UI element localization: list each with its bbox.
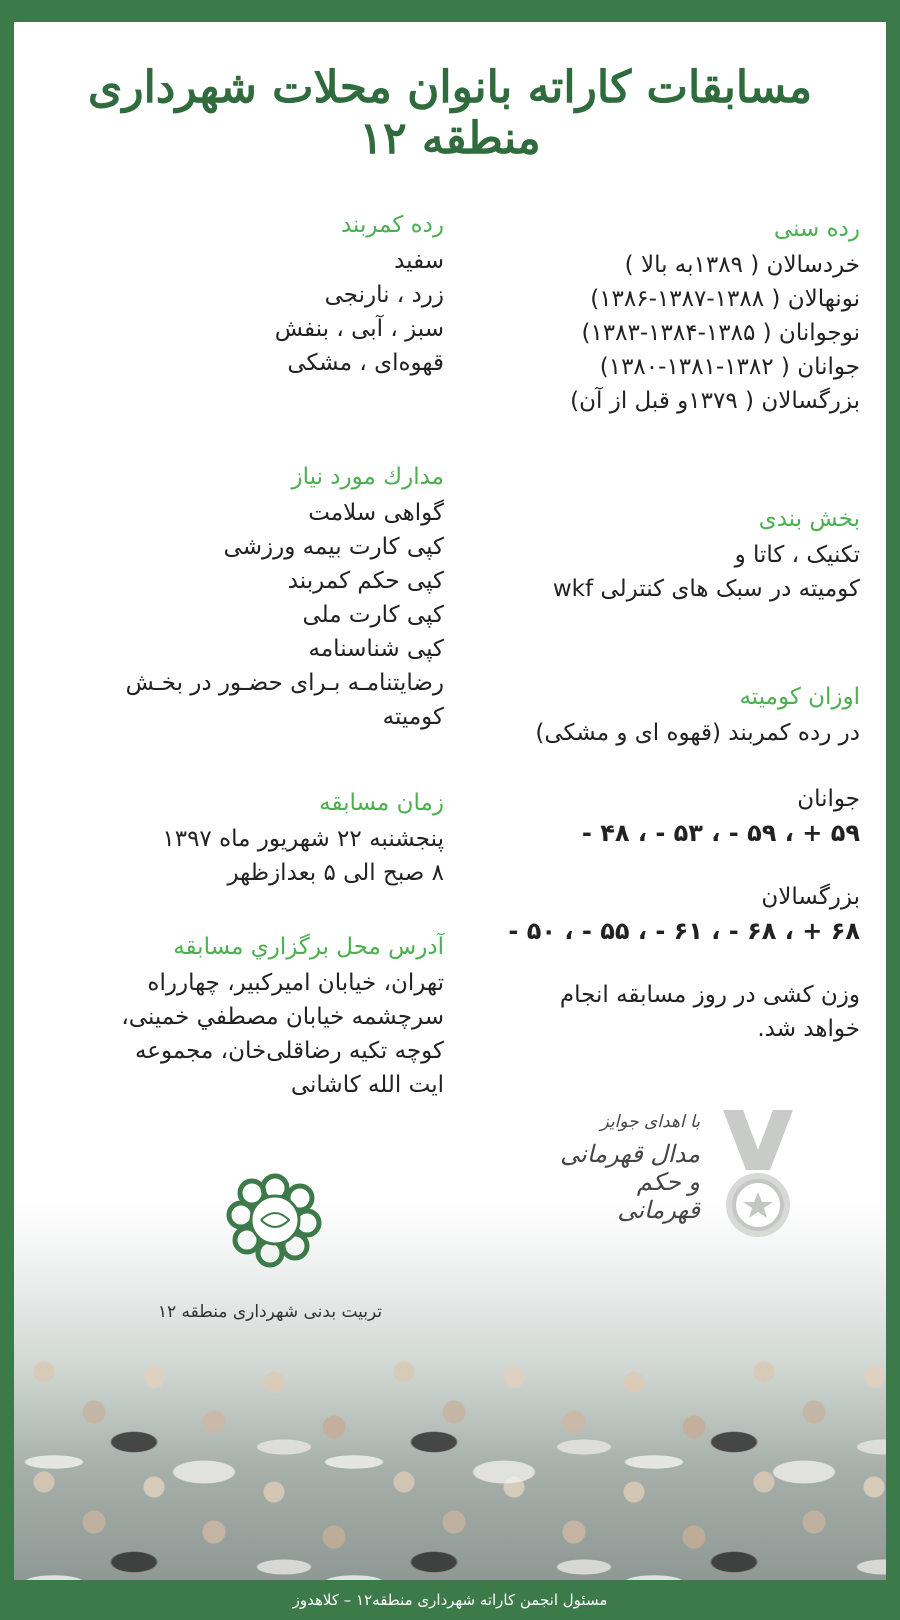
adult-label: بزرگسالان [761, 884, 860, 910]
age-item: بزرگسالان ( ۱۳۷۹و قبل از آن) [570, 388, 860, 414]
prize-line: و حکم قهرمانی [617, 1168, 700, 1224]
docs-item: کومیته [382, 704, 444, 730]
belt-item: زرد ، نارنجی [324, 282, 444, 308]
youth-label: جوانان [797, 786, 860, 812]
docs-item: کپی کارت بیمه ورزشی [223, 534, 444, 560]
footer-bar: مسئول انجمن کاراته شهرداری منطقه۱۲ – کلاهدوز [0, 1580, 900, 1620]
municipality-logo-icon [225, 1168, 325, 1268]
division-item: کومیته در سبک های کنترلی wkf [552, 576, 860, 602]
age-item: خردسالان ( ۱۳۸۹به بالا ) [624, 252, 860, 278]
belt-item: قهوه‌ای ، مشکی [287, 350, 444, 376]
weights-heading: اوزان کومیته [739, 684, 860, 710]
weighin-line: خواهد شد. [757, 1016, 860, 1042]
photo-uniforms [14, 1402, 886, 1580]
time-item: ۸ صبح الی ۵ بعدازظهر [227, 860, 444, 886]
weighin-line: وزن کشی در روز مسابقه انجام [559, 982, 860, 1008]
belt-heading: رده کمربند [340, 212, 444, 238]
time-heading: زمان مسابقه [319, 790, 444, 816]
docs-item: رضایتنامـه بـرای حضـور در بخـش [125, 670, 444, 696]
age-item: جوانان ( ۱۳۸۲-۱۳۸۱-۱۳۸۰) [599, 354, 860, 380]
docs-item: کپی حکم کمربند [287, 568, 444, 594]
belt-item: سفید [394, 248, 444, 274]
division-heading: بخش بندی [758, 506, 860, 532]
docs-item: کپی کارت ملی [302, 602, 444, 628]
medal-icon [718, 1110, 798, 1250]
adult-weights: ۶۸ + ، ۶۸ - ، ۶۱ - ، ۵۵ - ، ۵۰ - [508, 917, 860, 945]
belt-section [64, 212, 444, 380]
address-item: ایت الله کاشانی [290, 1072, 444, 1098]
age-heading: رده سنی [773, 216, 860, 242]
division-item: تکنیک ، کاتا و [734, 542, 860, 568]
youth-weights: ۵۹ + ، ۵۹ - ، ۵۳ - ، ۴۸ - [581, 819, 860, 847]
address-heading: آدرس محل برگزاري مسابقه [173, 934, 444, 960]
weights-note: در رده کمربند (قهوه ای و مشکی) [535, 720, 860, 746]
poster-title: مسابقات کاراته بانوان محلات شهرداری منطقه ۱۲ [87, 62, 813, 164]
time-section [64, 790, 444, 890]
docs-item: کپی شناسنامه [308, 636, 444, 662]
weights-section [480, 684, 860, 1046]
address-item: کوچه تکیه رضاقلی‌خان، مجموعه [134, 1038, 444, 1064]
address-item: سرچشمه خیابان مصطفي خمینی، [121, 1004, 444, 1030]
address-section [64, 934, 444, 1102]
age-item: نوجوانان ( ۱۳۸۵-۱۳۸۴-۱۳۸۳) [581, 320, 860, 346]
time-item: پنجشنبه ۲۲ شهریور ماه ۱۳۹۷ [162, 826, 444, 852]
division-section [480, 506, 860, 606]
logo-caption: تربیت بدنی شهرداری منطقه ۱۲ [157, 1302, 383, 1322]
docs-item: گواهی سلامت [308, 500, 444, 526]
belt-item: سبز ، آبی ، بنفش [274, 316, 444, 342]
docs-section [64, 464, 444, 734]
prize-line: با اهدای جوایز [600, 1112, 700, 1132]
age-item: نونهالان ( ۱۳۸۸-۱۳۸۷-۱۳۸۶) [590, 286, 860, 312]
address-item: تهران، خیابان امیرکبیر، چهارراه [147, 970, 444, 996]
age-section [480, 216, 860, 418]
docs-heading: مدارك مورد نياز [291, 464, 444, 490]
prize-line: مدال قهرمانی [560, 1140, 700, 1168]
prize-text [560, 1112, 700, 1224]
